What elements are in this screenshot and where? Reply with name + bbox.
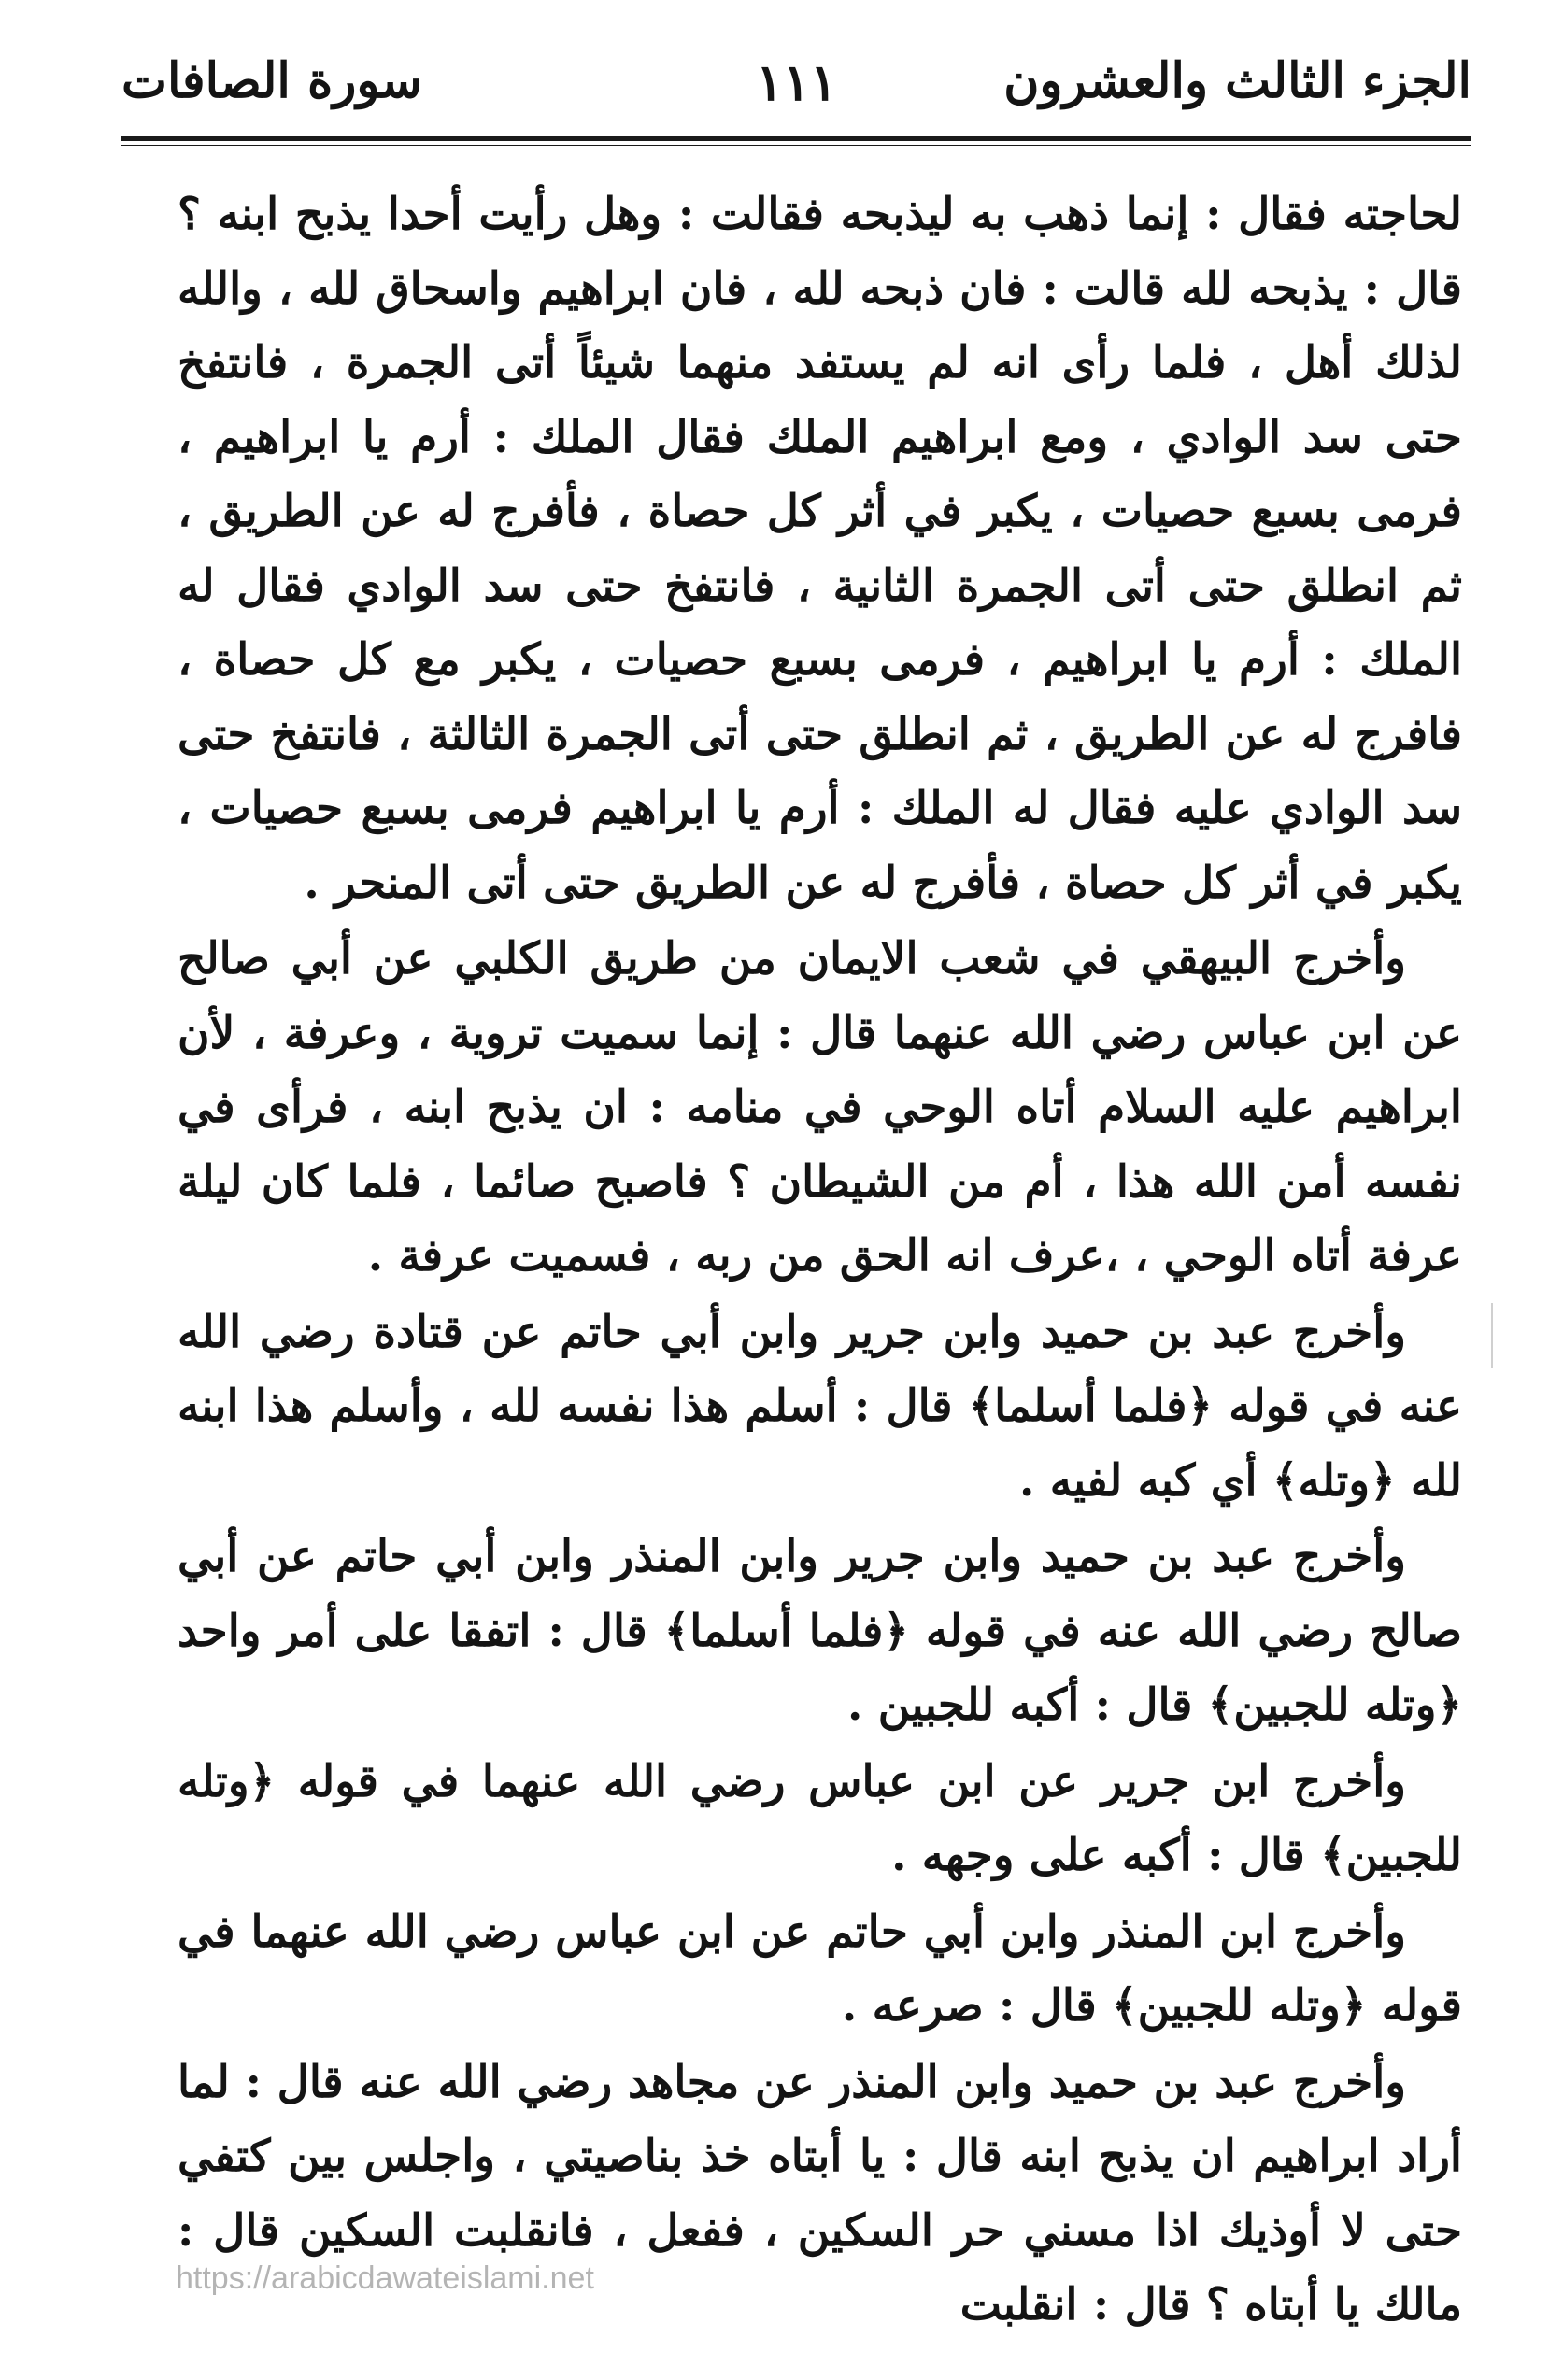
paragraph: وأخرج البيهقي في شعب الايمان من طريق الكلبي عن أبي صالح عن ابن عباس رضي الله عنهما قال : إنما سميت تروية ، وعرفة ، لأن ابراهيم عليه السلام أتاه الوحي في منامه : ان يذبح ابنه ، فرأى في نفسه أمن الله هذا ، أم من الشيطان ؟ فاصبح صائما ، فلما كان ليلة عرفة أتاه الوحي ، ،عرف انه الحق من ربه ، فسميت عرفة . [178,933,1462,1282]
paragraph: وأخرج عبد بن حميد وابن جرير وابن المنذر وابن أبي حاتم عن أبي صالح رضي الله عنه في قوله ﴿فلما أسلما﴾ قال : اتفقا على أمر واحد ﴿وتله للجبين﴾ قال : أكبه للجبين . [178,1531,1462,1731]
watermark-url: https://arabicdawateislami.net [176,2260,594,2296]
header-rule-thick [121,136,1471,141]
paragraph: وأخرج عبد بن حميد وابن المنذر عن مجاهد رضي الله عنه قال : لما أراد ابراهيم ان يذبح ابنه قال : يا أبتاه خذ بناصيتي ، واجلس بين كتفي حتى لا أوذيك اذا مسني حر السكين ، ففعل ، فانقلبت السكين قال : مالك يا أبتاه ؟ قال : انقلبت [178,2056,1462,2330]
margin-mark [1491,1303,1493,1368]
paragraph: وأخرج ابن جرير عن ابن عباس رضي الله عنهما في قوله ﴿وتله للجبين﴾ قال : أكبه على وجهه . [178,1755,1462,1881]
body-text [178,177,1462,2343]
header-rule-thin [121,145,1471,146]
page-number: ١١١ [755,52,838,112]
paragraph: وأخرج ابن المنذر وابن أبي حاتم عن ابن عباس رضي الله عنهما في قوله ﴿وتله للجبين﴾ قال : صرعه . [178,1905,1462,2032]
surah-title: سورة الصافات [121,52,422,109]
paragraph: وأخرج عبد بن حميد وابن جرير وابن أبي حاتم عن قتادة رضي الله عنه في قوله ﴿فلما أسلما﴾ قال : أسلم هذا نفسه لله ، وأسلم هذا ابنه لله ﴿وتله﴾ أي كبه لفيه . [178,1306,1462,1507]
paragraph: لحاجته فقال : إنما ذهب به ليذبحه فقالت : وهل رأيت أحدا يذبح ابنه ؟ قال : يذبحه لله قالت : فان ذبحه لله ، فان ابراهيم واسحاق لله ، والله لذلك أهل ، فلما رأى انه لم يستفد منهما شيئاً أتى الجمرة ، فانتفخ حتى سد الوادي ، ومع ابراهيم الملك فقال الملك : أرم يا ابراهيم ، فرمى بسبع حصيات ، يكبر في أثر كل حصاة ، فأفرج له عن الطريق ، ثم انطلق حتى أتى الجمرة الثانية ، فانتفخ حتى سد الوادي فقال له الملك : أرم يا ابراهيم ، فرمى بسبع حصيات ، يكبر مع كل حصاة ، فافرج له عن الطريق ، ثم انطلق حتى أتى الجمرة الثالثة ، فانتفخ حتى سد الوادي عليه فقال له الملك : أرم يا ابراهيم فرمى بسبع حصيات ، يكبر في أثر كل حصاة ، فأفرج له عن الطريق حتى أتى المنحر . [178,189,1462,909]
juz-title: الجزء الثالث والعشرون [1003,52,1471,109]
running-header [121,35,1471,129]
